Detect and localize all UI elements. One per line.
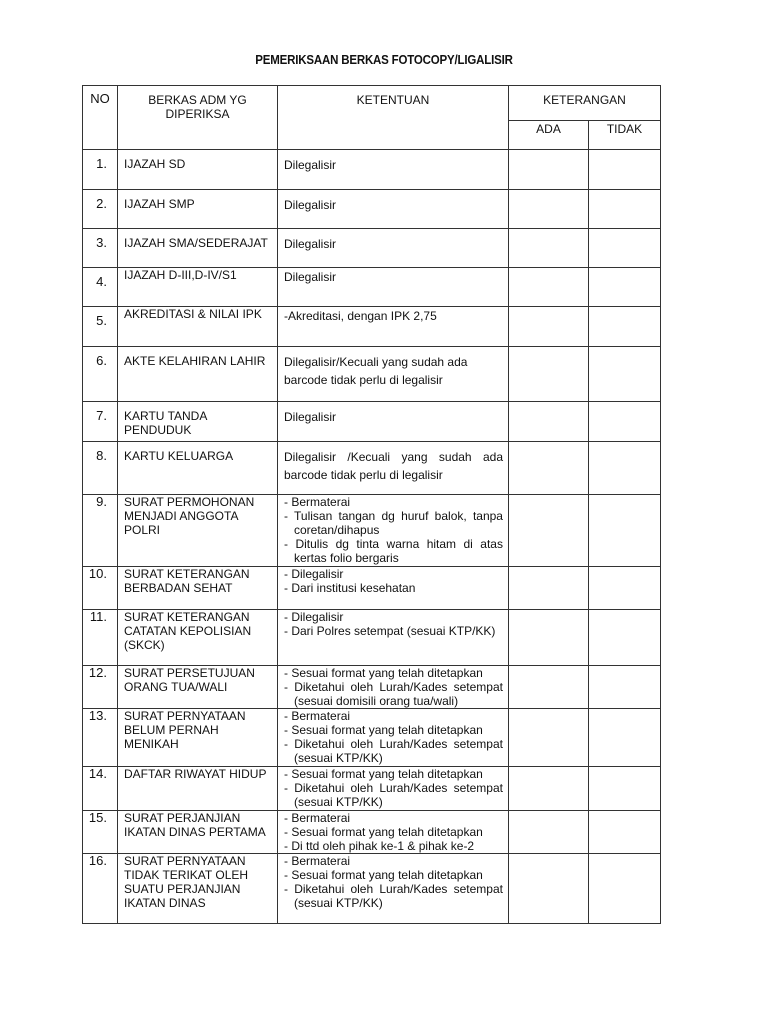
ketentuan-text: Dilegalisir — [284, 410, 337, 424]
tidak-checkbox-cell[interactable] — [589, 854, 661, 924]
bullet-dash: - — [284, 624, 292, 638]
ketentuan-item — [284, 567, 503, 581]
ketentuan-item — [284, 825, 503, 839]
ketentuan-cell — [278, 666, 509, 709]
ketentuan-item — [284, 868, 503, 882]
table-row — [83, 666, 661, 709]
ketentuan-text: Dilegalisir — [284, 158, 337, 172]
ketentuan-item-text: Dilegalisir — [291, 567, 344, 581]
tidak-checkbox-cell[interactable] — [589, 495, 661, 567]
bullet-dash: - — [284, 737, 295, 751]
bullet-dash: - — [284, 680, 295, 694]
header-keterangan: KETERANGAN — [509, 86, 661, 121]
ketentuan-item — [284, 781, 503, 809]
bullet-dash: - — [284, 811, 292, 825]
table-row — [83, 854, 661, 924]
ketentuan-item-text: Dilegalisir — [291, 610, 344, 624]
ada-checkbox-cell[interactable] — [509, 268, 589, 307]
ketentuan-item — [284, 839, 503, 853]
bullet-dash: - — [284, 825, 292, 839]
ketentuan-item-text: Diketahui oleh Lurah/Kades setempat (sesuai KTP/KK) — [294, 882, 503, 910]
berkas-name: IJAZAH SMP — [118, 190, 278, 229]
ketentuan-item-text: Ditulis dg tinta warna hitam di atas kertas folio bergaris — [294, 537, 503, 565]
berkas-name: IJAZAH D-III,D-IV/S1 — [118, 268, 278, 307]
row-number: 13. — [83, 709, 118, 767]
table-row — [83, 811, 661, 854]
bullet-dash: - — [284, 723, 292, 737]
berkas-name: SURAT PERSETUJUAN ORANG TUA/WALI — [118, 666, 278, 709]
ketentuan-item — [284, 495, 503, 509]
ketentuan-item-text: Diketahui oleh Lurah/Kades setempat (sesuai domisili orang tua/wali) — [294, 680, 503, 708]
berkas-name: SURAT KETERANGAN CATATAN KEPOLISIAN (SKCK) — [118, 610, 278, 666]
header-tidak: TIDAK — [589, 121, 661, 150]
row-number: 16. — [83, 854, 118, 924]
ketentuan-cell — [278, 567, 509, 610]
table-row — [83, 495, 661, 567]
berkas-name: SURAT PERNYATAAN BELUM PERNAH MENIKAH — [118, 709, 278, 767]
tidak-checkbox-cell[interactable] — [589, 709, 661, 767]
ketentuan-text: -Akreditasi, dengan IPK 2,75 — [284, 309, 437, 323]
row-number: 5. — [83, 307, 118, 347]
ketentuan-list — [284, 567, 503, 595]
ketentuan-item-text: Di ttd oleh pihak ke-1 & pihak ke-2 — [291, 839, 475, 853]
ketentuan-cell — [278, 709, 509, 767]
ada-checkbox-cell[interactable] — [509, 666, 589, 709]
row-number: 12. — [83, 666, 118, 709]
ketentuan-item — [284, 581, 503, 595]
ada-checkbox-cell[interactable] — [509, 495, 589, 567]
ketentuan-text: Dilegalisir — [284, 270, 337, 284]
ketentuan-item-text: Bermaterai — [291, 811, 351, 825]
row-number: 2. — [83, 190, 118, 229]
ketentuan-item — [284, 666, 503, 680]
ada-checkbox-cell[interactable] — [509, 767, 589, 811]
ada-checkbox-cell[interactable] — [509, 347, 589, 402]
ketentuan-cell — [278, 150, 509, 190]
table-row — [83, 402, 661, 442]
table-row — [83, 610, 661, 666]
row-number: 9. — [83, 495, 118, 567]
ketentuan-list — [284, 767, 503, 809]
tidak-checkbox-cell[interactable] — [589, 190, 661, 229]
ketentuan-item-text: Sesuai format yang telah ditetapkan — [291, 666, 483, 680]
ketentuan-item — [284, 737, 503, 765]
table-row — [83, 190, 661, 229]
ketentuan-item-text: Bermaterai — [291, 709, 351, 723]
ketentuan-list — [284, 854, 503, 910]
row-number: 1. — [83, 150, 118, 190]
ada-checkbox-cell[interactable] — [509, 402, 589, 442]
header-ada: ADA — [509, 121, 589, 150]
berkas-name: SURAT KETERANGAN BERBADAN SEHAT — [118, 567, 278, 610]
ketentuan-list — [284, 495, 503, 565]
ketentuan-cell — [278, 610, 509, 666]
ada-checkbox-cell[interactable] — [509, 150, 589, 190]
tidak-checkbox-cell[interactable] — [589, 811, 661, 854]
bullet-dash: - — [284, 767, 292, 781]
row-number: 4. — [83, 268, 118, 307]
berkas-name: AKREDITASI & NILAI IPK — [118, 307, 278, 347]
table-row — [83, 442, 661, 495]
bullet-dash: - — [284, 509, 295, 523]
bullet-dash: - — [284, 567, 292, 581]
row-number: 14. — [83, 767, 118, 811]
ketentuan-item-text: Bermaterai — [291, 854, 351, 868]
berkas-name: SURAT PERMOHONAN MENJADI ANGGOTA POLRI — [118, 495, 278, 567]
ketentuan-item — [284, 624, 503, 638]
row-number: 10. — [83, 567, 118, 610]
ketentuan-item — [284, 680, 503, 708]
ketentuan-item — [284, 767, 503, 781]
table-row — [83, 767, 661, 811]
ada-checkbox-cell[interactable] — [509, 610, 589, 666]
tidak-checkbox-cell[interactable] — [589, 307, 661, 347]
row-number: 11. — [83, 610, 118, 666]
ketentuan-list — [284, 610, 503, 638]
ada-checkbox-cell[interactable] — [509, 190, 589, 229]
tidak-checkbox-cell[interactable] — [589, 347, 661, 402]
ketentuan-item-text: Sesuai format yang telah ditetapkan — [291, 825, 483, 839]
header-ketentuan: KETENTUAN — [278, 86, 509, 150]
ketentuan-item — [284, 709, 503, 723]
tidak-checkbox-cell[interactable] — [589, 229, 661, 268]
bullet-dash: - — [284, 868, 292, 882]
row-number: 6. — [83, 347, 118, 402]
ketentuan-cell — [278, 767, 509, 811]
berkas-name: KARTU TANDA PENDUDUK — [118, 402, 278, 442]
ketentuan-item-text: Diketahui oleh Lurah/Kades setempat (sesuai KTP/KK) — [294, 781, 503, 809]
tidak-checkbox-cell[interactable] — [589, 767, 661, 811]
ketentuan-cell — [278, 442, 509, 495]
ketentuan-item-text: Tulisan tangan dg huruf balok, tanpa coretan/dihapus — [294, 509, 503, 537]
bullet-dash: - — [284, 882, 295, 896]
berkas-name: IJAZAH SD — [118, 150, 278, 190]
tidak-checkbox-cell[interactable] — [589, 268, 661, 307]
ada-checkbox-cell[interactable] — [509, 567, 589, 610]
bullet-dash: - — [284, 610, 292, 624]
header-row — [83, 86, 661, 121]
tidak-checkbox-cell[interactable] — [589, 442, 661, 495]
ketentuan-item-text: Sesuai format yang telah ditetapkan — [291, 868, 483, 882]
ada-checkbox-cell[interactable] — [509, 709, 589, 767]
ketentuan-item-text: Sesuai format yang telah ditetapkan — [291, 767, 483, 781]
ada-checkbox-cell[interactable] — [509, 442, 589, 495]
bullet-dash: - — [284, 666, 292, 680]
tidak-checkbox-cell[interactable] — [589, 150, 661, 190]
ketentuan-item — [284, 723, 503, 737]
ketentuan-cell — [278, 347, 509, 402]
ada-checkbox-cell[interactable] — [509, 811, 589, 854]
bullet-dash: - — [284, 781, 295, 795]
header-berkas: BERKAS ADM YG DIPERIKSA — [118, 86, 278, 150]
ketentuan-item — [284, 882, 503, 910]
berkas-name: SURAT PERNYATAAN TIDAK TERIKAT OLEH SUATU PERJANJIAN IKATAN DINAS — [118, 854, 278, 924]
berkas-name: AKTE KELAHIRAN LAHIR — [118, 347, 278, 402]
ketentuan-cell — [278, 307, 509, 347]
tidak-checkbox-cell[interactable] — [589, 666, 661, 709]
ketentuan-cell — [278, 190, 509, 229]
ketentuan-item-text: Diketahui oleh Lurah/Kades setempat (sesuai KTP/KK) — [294, 737, 503, 765]
bullet-dash: - — [284, 537, 296, 551]
ketentuan-item — [284, 509, 503, 537]
bullet-dash: - — [284, 581, 292, 595]
ketentuan-cell — [278, 268, 509, 307]
ketentuan-cell — [278, 229, 509, 268]
ada-checkbox-cell[interactable] — [509, 229, 589, 268]
ketentuan-cell — [278, 854, 509, 924]
berkas-name: SURAT PERJANJIAN IKATAN DINAS PERTAMA — [118, 811, 278, 854]
berkas-name: KARTU KELUARGA — [118, 442, 278, 495]
row-number: 15. — [83, 811, 118, 854]
ada-checkbox-cell[interactable] — [509, 854, 589, 924]
ketentuan-item-text: Dari Polres setempat (sesuai KTP/KK) — [291, 624, 496, 638]
ketentuan-item-text: Bermaterai — [291, 495, 351, 509]
ketentuan-cell — [278, 495, 509, 567]
bullet-dash: - — [284, 854, 292, 868]
ketentuan-list — [284, 709, 503, 765]
ketentuan-item — [284, 537, 503, 565]
row-number: 8. — [83, 442, 118, 495]
ketentuan-item-text: Dari institusi kesehatan — [291, 581, 416, 595]
bullet-dash: - — [284, 495, 292, 509]
ketentuan-cell — [278, 811, 509, 854]
ketentuan-item — [284, 811, 503, 825]
tidak-checkbox-cell[interactable] — [589, 610, 661, 666]
berkas-name: DAFTAR RIWAYAT HIDUP — [118, 767, 278, 811]
ketentuan-list — [284, 811, 503, 853]
ketentuan-text: Dilegalisir — [284, 198, 337, 212]
ketentuan-text: Dilegalisir/Kecuali yang sudah ada barcode tidak perlu di legalisir — [284, 355, 468, 387]
table-row — [83, 150, 661, 190]
header-no: NO — [83, 86, 118, 150]
table-row — [83, 709, 661, 767]
table-row — [83, 268, 661, 307]
page-title: PEMERIKSAAN BERKAS FOTOCOPY/LIGALISIR — [255, 53, 513, 67]
ketentuan-cell — [278, 402, 509, 442]
ada-checkbox-cell[interactable] — [509, 307, 589, 347]
checklist-table — [82, 85, 661, 924]
ketentuan-text: Dilegalisir — [284, 237, 337, 251]
berkas-name: IJAZAH SMA/SEDERAJAT — [118, 229, 278, 268]
table-row — [83, 229, 661, 268]
ketentuan-item-text: Sesuai format yang telah ditetapkan — [291, 723, 483, 737]
bullet-dash: - — [284, 839, 292, 853]
ketentuan-item — [284, 610, 503, 624]
ketentuan-item — [284, 854, 503, 868]
bullet-dash: - — [284, 709, 292, 723]
table-row — [83, 567, 661, 610]
ketentuan-text: Dilegalisir /Kecuali yang sudah ada barcode tidak perlu di legalisir — [284, 450, 503, 482]
row-number: 7. — [83, 402, 118, 442]
table-row — [83, 307, 661, 347]
tidak-checkbox-cell[interactable] — [589, 402, 661, 442]
table-row — [83, 347, 661, 402]
ketentuan-list — [284, 666, 503, 708]
row-number: 3. — [83, 229, 118, 268]
tidak-checkbox-cell[interactable] — [589, 567, 661, 610]
